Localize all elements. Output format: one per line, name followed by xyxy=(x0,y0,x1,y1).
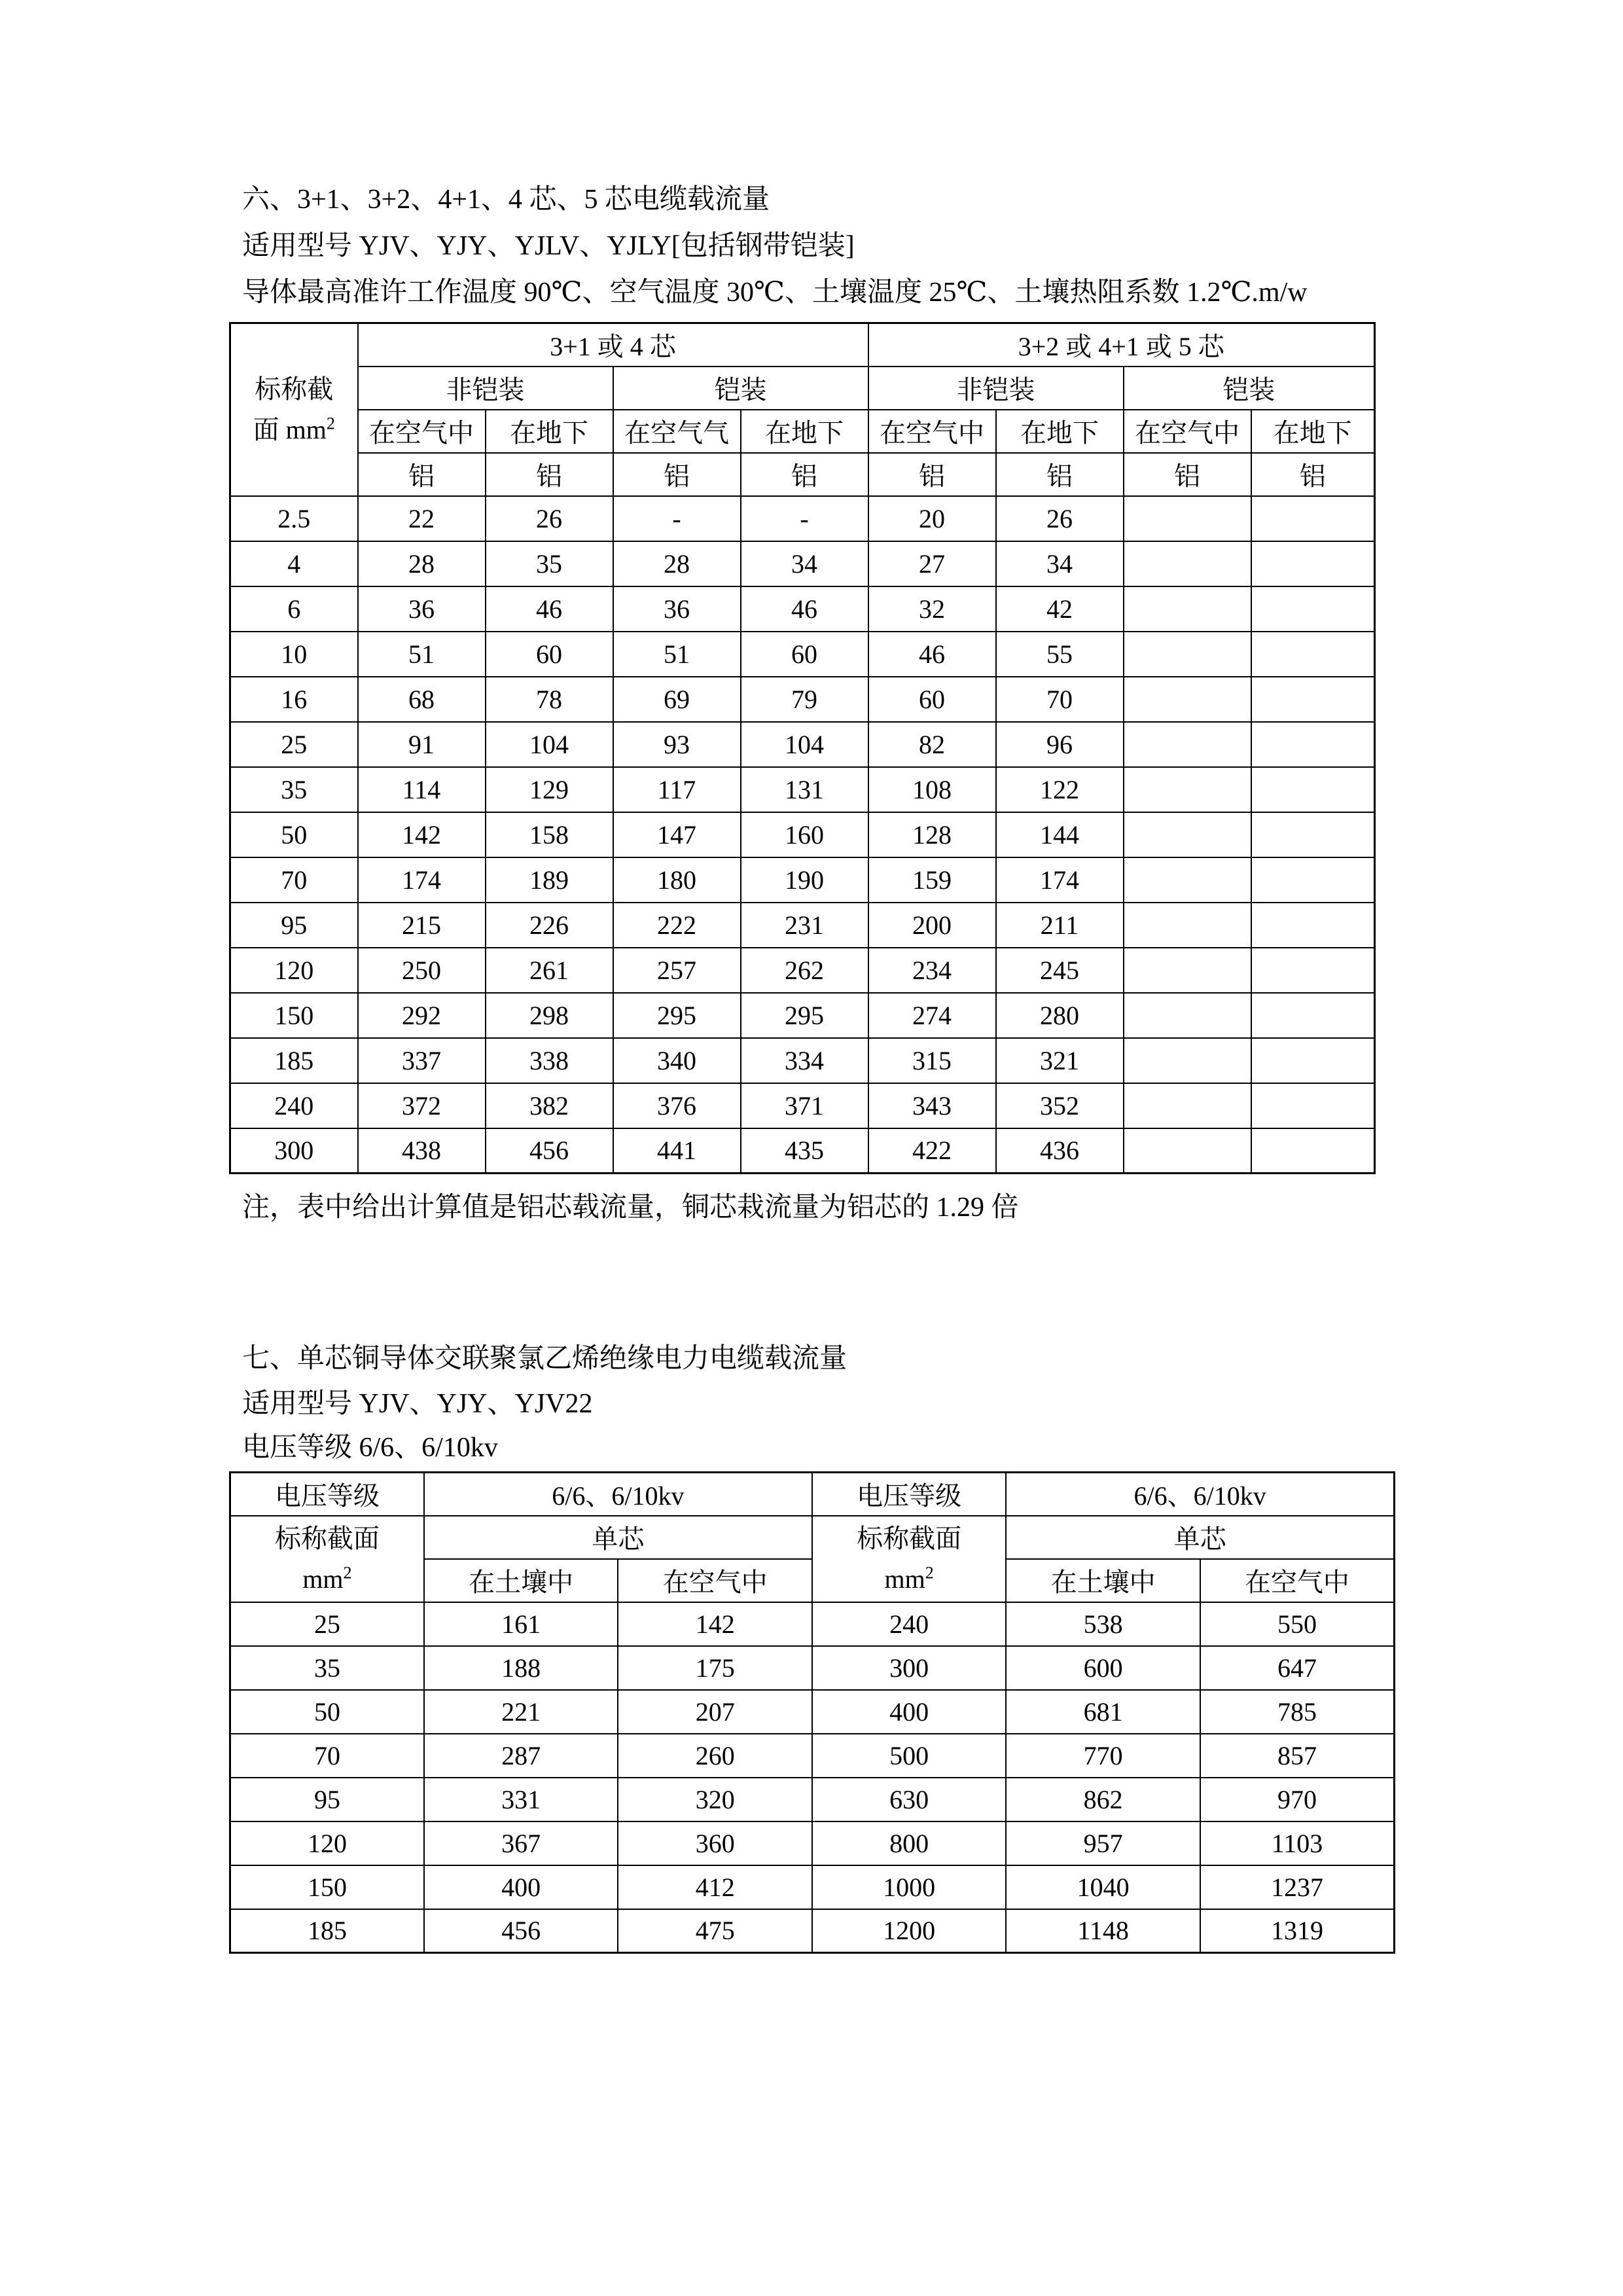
table2-corner-header xyxy=(812,1516,1006,1602)
table-cell: 25 xyxy=(230,1602,424,1646)
table-cell: 93 xyxy=(613,722,741,767)
env-header-cell: 在土壤中 xyxy=(424,1559,618,1602)
table-cell: 382 xyxy=(486,1083,613,1128)
table-cell: 800 xyxy=(812,1821,1006,1865)
table-cell xyxy=(1124,812,1251,857)
table-cell: 970 xyxy=(1200,1778,1395,1821)
table-cell xyxy=(1251,586,1375,632)
armor-header-cell: 非铠装 xyxy=(358,367,613,410)
table-cell: 245 xyxy=(996,948,1124,993)
table-cell: 160 xyxy=(741,812,868,857)
table-cell: 36 xyxy=(613,586,741,632)
table-row xyxy=(230,903,1375,948)
table-cell: 292 xyxy=(358,993,486,1038)
table-cell xyxy=(1124,1038,1251,1083)
env-header-cell: 在地下 xyxy=(486,410,613,453)
table-row xyxy=(230,632,1375,677)
env-header-cell: 在地下 xyxy=(741,410,868,453)
table-cell: 174 xyxy=(358,857,486,903)
table-cell xyxy=(1251,857,1375,903)
table-cell: 70 xyxy=(230,1734,424,1778)
table-cell: - xyxy=(613,496,741,541)
table-cell: 352 xyxy=(996,1083,1124,1128)
superscript: 2 xyxy=(925,1563,934,1583)
corner-label-line1: 标称截 xyxy=(255,374,334,404)
table-cell: 144 xyxy=(996,812,1124,857)
table2-header-row-voltage xyxy=(230,1473,1395,1516)
table-row xyxy=(230,1865,1395,1909)
table-cell: 260 xyxy=(618,1734,812,1778)
corner-label-line1: 标称截面 xyxy=(857,1523,962,1553)
table-cell: 60 xyxy=(486,632,613,677)
table-cell: 161 xyxy=(424,1602,618,1646)
table-cell: 376 xyxy=(613,1083,741,1128)
table-cell: 96 xyxy=(996,722,1124,767)
table-cell: 262 xyxy=(741,948,868,993)
table-cell: 280 xyxy=(996,993,1124,1038)
table-cell: 367 xyxy=(424,1821,618,1865)
table-cell: 117 xyxy=(613,767,741,812)
table-cell: 436 xyxy=(996,1128,1124,1174)
table-cell: 46 xyxy=(868,632,996,677)
table-cell: 174 xyxy=(996,857,1124,903)
armor-header-cell: 非铠装 xyxy=(868,367,1124,410)
table-cell xyxy=(1124,1128,1251,1174)
table-cell: 20 xyxy=(868,496,996,541)
table-cell: 95 xyxy=(230,1778,424,1821)
table-row xyxy=(230,1821,1395,1865)
voltage-value-cell: 6/6、6/10kv xyxy=(424,1473,812,1516)
table-cell: 46 xyxy=(486,586,613,632)
table-row xyxy=(230,496,1375,541)
table-cell: 538 xyxy=(1006,1602,1200,1646)
section6-conditions-line: 导体最高准许工作温度 90℃、空气温度 30℃、土壤温度 25℃、土壤热阻系数 1.2℃.m/w xyxy=(242,278,1308,308)
table-cell: 150 xyxy=(230,1865,424,1909)
table-cell: 295 xyxy=(613,993,741,1038)
table-cell: 188 xyxy=(424,1646,618,1690)
armor-header-cell: 铠装 xyxy=(613,367,868,410)
table-row xyxy=(230,722,1375,767)
table-cell: 120 xyxy=(230,948,358,993)
table-cell: 35 xyxy=(230,767,358,812)
table-cell: 600 xyxy=(1006,1646,1200,1690)
table-cell xyxy=(1124,496,1251,541)
table-cell: 215 xyxy=(358,903,486,948)
table-cell: 770 xyxy=(1006,1734,1200,1778)
table-cell: 681 xyxy=(1006,1690,1200,1734)
group-header-cell: 3+2 或 4+1 或 5 芯 xyxy=(868,323,1375,367)
table-cell: 630 xyxy=(812,1778,1006,1821)
env-header-cell: 在地下 xyxy=(996,410,1124,453)
table-cell: 456 xyxy=(486,1128,613,1174)
table-cell: 51 xyxy=(358,632,486,677)
table-cell: 400 xyxy=(812,1690,1006,1734)
table-row xyxy=(230,1646,1395,1690)
table-cell: 95 xyxy=(230,903,358,948)
table-cell: 337 xyxy=(358,1038,486,1083)
table-cell: 412 xyxy=(618,1865,812,1909)
table-cell: 226 xyxy=(486,903,613,948)
table-cell: 240 xyxy=(230,1083,358,1128)
material-header-cell: 铝 xyxy=(1124,453,1251,496)
table-row xyxy=(230,1128,1375,1174)
table-cell xyxy=(1251,632,1375,677)
table-cell xyxy=(1124,903,1251,948)
table-cell: 122 xyxy=(996,767,1124,812)
table-cell: 22 xyxy=(358,496,486,541)
table-row xyxy=(230,1690,1395,1734)
material-header-cell: 铝 xyxy=(613,453,741,496)
table-cell: 185 xyxy=(230,1909,424,1953)
singlecore-ampacity-table xyxy=(229,1471,1395,1954)
table1-corner-header xyxy=(230,323,358,496)
table-cell xyxy=(1251,767,1375,812)
table2-header xyxy=(230,1473,1395,1602)
table-cell: 334 xyxy=(741,1038,868,1083)
table-row xyxy=(230,1734,1395,1778)
material-header-cell: 铝 xyxy=(996,453,1124,496)
table-cell xyxy=(1251,993,1375,1038)
table-cell: 435 xyxy=(741,1128,868,1174)
table-cell: 315 xyxy=(868,1038,996,1083)
table-cell: 261 xyxy=(486,948,613,993)
table-cell: 60 xyxy=(868,677,996,722)
table-row xyxy=(230,993,1375,1038)
section7-voltage-line: 电压等级 6/6、6/10kv xyxy=(242,1433,498,1463)
table-cell: 142 xyxy=(618,1602,812,1646)
table-cell xyxy=(1124,586,1251,632)
table-cell: 298 xyxy=(486,993,613,1038)
table-cell: 104 xyxy=(741,722,868,767)
multicore-ampacity-table xyxy=(229,322,1376,1174)
table-cell xyxy=(1124,722,1251,767)
table-cell: 300 xyxy=(230,1128,358,1174)
table-cell: 211 xyxy=(996,903,1124,948)
table-cell: 785 xyxy=(1200,1690,1395,1734)
table-row xyxy=(230,1778,1395,1821)
table-cell: 331 xyxy=(424,1778,618,1821)
material-header-cell: 铝 xyxy=(1251,453,1375,496)
table-cell: 35 xyxy=(486,541,613,586)
table-cell xyxy=(1251,722,1375,767)
table-cell: 114 xyxy=(358,767,486,812)
table-cell xyxy=(1124,948,1251,993)
table2-header-row-core xyxy=(230,1516,1395,1559)
table-cell: 131 xyxy=(741,767,868,812)
table-cell: 79 xyxy=(741,677,868,722)
table-cell: 200 xyxy=(868,903,996,948)
table-cell: 647 xyxy=(1200,1646,1395,1690)
env-header-cell: 在空气中 xyxy=(618,1559,812,1602)
material-header-cell: 铝 xyxy=(358,453,486,496)
table-cell: 231 xyxy=(741,903,868,948)
table-cell: 222 xyxy=(613,903,741,948)
table-cell: 129 xyxy=(486,767,613,812)
group-header-cell: 3+1 或 4 芯 xyxy=(358,323,868,367)
table1-body xyxy=(230,496,1375,1174)
table-cell: 91 xyxy=(358,722,486,767)
document-content xyxy=(229,177,1397,1954)
table-row xyxy=(230,541,1375,586)
table-cell: 180 xyxy=(613,857,741,903)
table-cell: 25 xyxy=(230,722,358,767)
table1-header xyxy=(230,323,1375,496)
env-header-cell: 在空气中 xyxy=(868,410,996,453)
table-cell: 10 xyxy=(230,632,358,677)
table1-header-row-environment xyxy=(230,410,1375,453)
superscript: 2 xyxy=(343,1563,352,1583)
table-cell xyxy=(1124,857,1251,903)
table-cell xyxy=(1124,677,1251,722)
table-cell: 4 xyxy=(230,541,358,586)
table-cell: 287 xyxy=(424,1734,618,1778)
table-cell: 82 xyxy=(868,722,996,767)
table-cell: 28 xyxy=(613,541,741,586)
table-cell: 257 xyxy=(613,948,741,993)
table-cell xyxy=(1251,812,1375,857)
table-cell: 422 xyxy=(868,1128,996,1174)
armor-header-cell: 铠装 xyxy=(1124,367,1375,410)
table-cell: 1000 xyxy=(812,1865,1006,1909)
table-cell: 150 xyxy=(230,993,358,1038)
table1-note: 注，表中给出计算值是铝芯载流量，铜芯栽流量为铝芯的 1.29 倍 xyxy=(242,1193,1019,1223)
table-row xyxy=(230,586,1375,632)
table-cell: 104 xyxy=(486,722,613,767)
table-cell: 360 xyxy=(618,1821,812,1865)
table-cell: 475 xyxy=(618,1909,812,1953)
table-cell xyxy=(1124,541,1251,586)
corner-label-line2: $mm^2$ xyxy=(884,1563,934,1594)
table-cell: 16 xyxy=(230,677,358,722)
table1-header-row-groups xyxy=(230,323,1375,367)
table-row xyxy=(230,767,1375,812)
table-cell: 372 xyxy=(358,1083,486,1128)
table-cell xyxy=(1124,632,1251,677)
table-cell: 550 xyxy=(1200,1602,1395,1646)
table-cell: 68 xyxy=(358,677,486,722)
table-cell: 142 xyxy=(358,812,486,857)
env-header-cell: 在土壤中 xyxy=(1006,1559,1200,1602)
table-cell xyxy=(1251,677,1375,722)
table-cell: 28 xyxy=(358,541,486,586)
table-row xyxy=(230,1602,1395,1646)
section7-heading: 七、单芯铜导体交联聚氯乙烯绝缘电力电缆载流量 xyxy=(242,1344,847,1374)
corner-label-line1: 标称截面 xyxy=(274,1523,380,1553)
table-row xyxy=(230,812,1375,857)
table-cell: 274 xyxy=(868,993,996,1038)
table-row xyxy=(230,1909,1395,1953)
core-header-cell: 单芯 xyxy=(1006,1516,1394,1559)
table-cell: 34 xyxy=(741,541,868,586)
table-cell: 35 xyxy=(230,1646,424,1690)
core-header-cell: 单芯 xyxy=(424,1516,812,1559)
table-cell: 55 xyxy=(996,632,1124,677)
table-cell: 78 xyxy=(486,677,613,722)
table-cell: 69 xyxy=(613,677,741,722)
table-cell: 6 xyxy=(230,586,358,632)
table-cell xyxy=(1251,541,1375,586)
table-row xyxy=(230,1038,1375,1083)
table-cell: 1237 xyxy=(1200,1865,1395,1909)
table-row xyxy=(230,857,1375,903)
table-cell: 70 xyxy=(996,677,1124,722)
table-cell: 50 xyxy=(230,812,358,857)
table-cell: 32 xyxy=(868,586,996,632)
table-cell xyxy=(1251,1083,1375,1128)
table1-header-row-armor xyxy=(230,367,1375,410)
table-cell xyxy=(1251,1038,1375,1083)
table-cell: 189 xyxy=(486,857,613,903)
table-cell: 862 xyxy=(1006,1778,1200,1821)
material-header-cell: 铝 xyxy=(741,453,868,496)
section7-model-line: 适用型号 YJV、YJY、YJV22 xyxy=(242,1389,593,1419)
superscript: 2 xyxy=(326,414,335,433)
table-cell: 60 xyxy=(741,632,868,677)
table-cell: 320 xyxy=(618,1778,812,1821)
table-cell: 340 xyxy=(613,1038,741,1083)
env-header-cell: 在地下 xyxy=(1251,410,1375,453)
table-cell: 42 xyxy=(996,586,1124,632)
table-cell: 857 xyxy=(1200,1734,1395,1778)
table-cell: 27 xyxy=(868,541,996,586)
table-cell: 240 xyxy=(812,1602,1006,1646)
voltage-label-cell: 电压等级 xyxy=(230,1473,424,1516)
table-cell: 321 xyxy=(996,1038,1124,1083)
table-cell: 36 xyxy=(358,586,486,632)
table-cell: 456 xyxy=(424,1909,618,1953)
env-header-cell: 在空气中 xyxy=(358,410,486,453)
corner-label-line2: $mm^2$ xyxy=(302,1563,352,1594)
table-cell: 957 xyxy=(1006,1821,1200,1865)
table-cell: 500 xyxy=(812,1734,1006,1778)
table-cell xyxy=(1251,496,1375,541)
table-cell: 441 xyxy=(613,1128,741,1174)
table-cell: 207 xyxy=(618,1690,812,1734)
table-cell: 300 xyxy=(812,1646,1006,1690)
table-cell: 1040 xyxy=(1006,1865,1200,1909)
table-cell: 1200 xyxy=(812,1909,1006,1953)
table-cell: 159 xyxy=(868,857,996,903)
table-cell: 234 xyxy=(868,948,996,993)
table-cell: 295 xyxy=(741,993,868,1038)
corner-label-line2: 面 $mm^2$ xyxy=(253,414,335,444)
env-header-cell: 在空气气 xyxy=(613,410,741,453)
material-header-cell: 铝 xyxy=(486,453,613,496)
table-cell: 26 xyxy=(996,496,1124,541)
table-cell: 26 xyxy=(486,496,613,541)
table-cell: 175 xyxy=(618,1646,812,1690)
table-cell: 50 xyxy=(230,1690,424,1734)
material-header-cell: 铝 xyxy=(868,453,996,496)
table2-corner-header xyxy=(230,1516,424,1602)
table-cell xyxy=(1124,993,1251,1038)
env-header-cell: 在空气中 xyxy=(1124,410,1251,453)
section6-model-line: 适用型号 YJV、YJY、YJLV、YJLY[包括钢带铠装] xyxy=(242,231,855,261)
table-cell: 128 xyxy=(868,812,996,857)
voltage-label-cell: 电压等级 xyxy=(812,1473,1006,1516)
table-cell: 1148 xyxy=(1006,1909,1200,1953)
table2-body xyxy=(230,1602,1395,1953)
table-cell: 250 xyxy=(358,948,486,993)
table-cell: 400 xyxy=(424,1865,618,1909)
table-cell xyxy=(1251,1128,1375,1174)
table-cell: 371 xyxy=(741,1083,868,1128)
table-cell: 51 xyxy=(613,632,741,677)
table-row xyxy=(230,1083,1375,1128)
table-cell: 338 xyxy=(486,1038,613,1083)
table-cell: 221 xyxy=(424,1690,618,1734)
table-cell xyxy=(1124,1083,1251,1128)
table-cell: 1103 xyxy=(1200,1821,1395,1865)
table-cell: 46 xyxy=(741,586,868,632)
table-cell: 438 xyxy=(358,1128,486,1174)
env-header-cell: 在空气中 xyxy=(1200,1559,1395,1602)
table-cell xyxy=(1124,767,1251,812)
table-cell: 70 xyxy=(230,857,358,903)
table-cell xyxy=(1251,903,1375,948)
table-cell: 1319 xyxy=(1200,1909,1395,1953)
table-cell xyxy=(1251,948,1375,993)
voltage-value-cell: 6/6、6/10kv xyxy=(1006,1473,1394,1516)
table-cell: 343 xyxy=(868,1083,996,1128)
table1-header-row-material xyxy=(230,453,1375,496)
table-cell: 190 xyxy=(741,857,868,903)
table-cell: - xyxy=(741,496,868,541)
table-cell: 147 xyxy=(613,812,741,857)
table-cell: 108 xyxy=(868,767,996,812)
table-cell: 34 xyxy=(996,541,1124,586)
table-cell: 158 xyxy=(486,812,613,857)
table-cell: 120 xyxy=(230,1821,424,1865)
table-cell: 2.5 xyxy=(230,496,358,541)
section6-heading: 六、3+1、3+2、4+1、4 芯、5 芯电缆载流量 xyxy=(242,185,770,215)
table-cell: 185 xyxy=(230,1038,358,1083)
table-row xyxy=(230,677,1375,722)
table-row xyxy=(230,948,1375,993)
